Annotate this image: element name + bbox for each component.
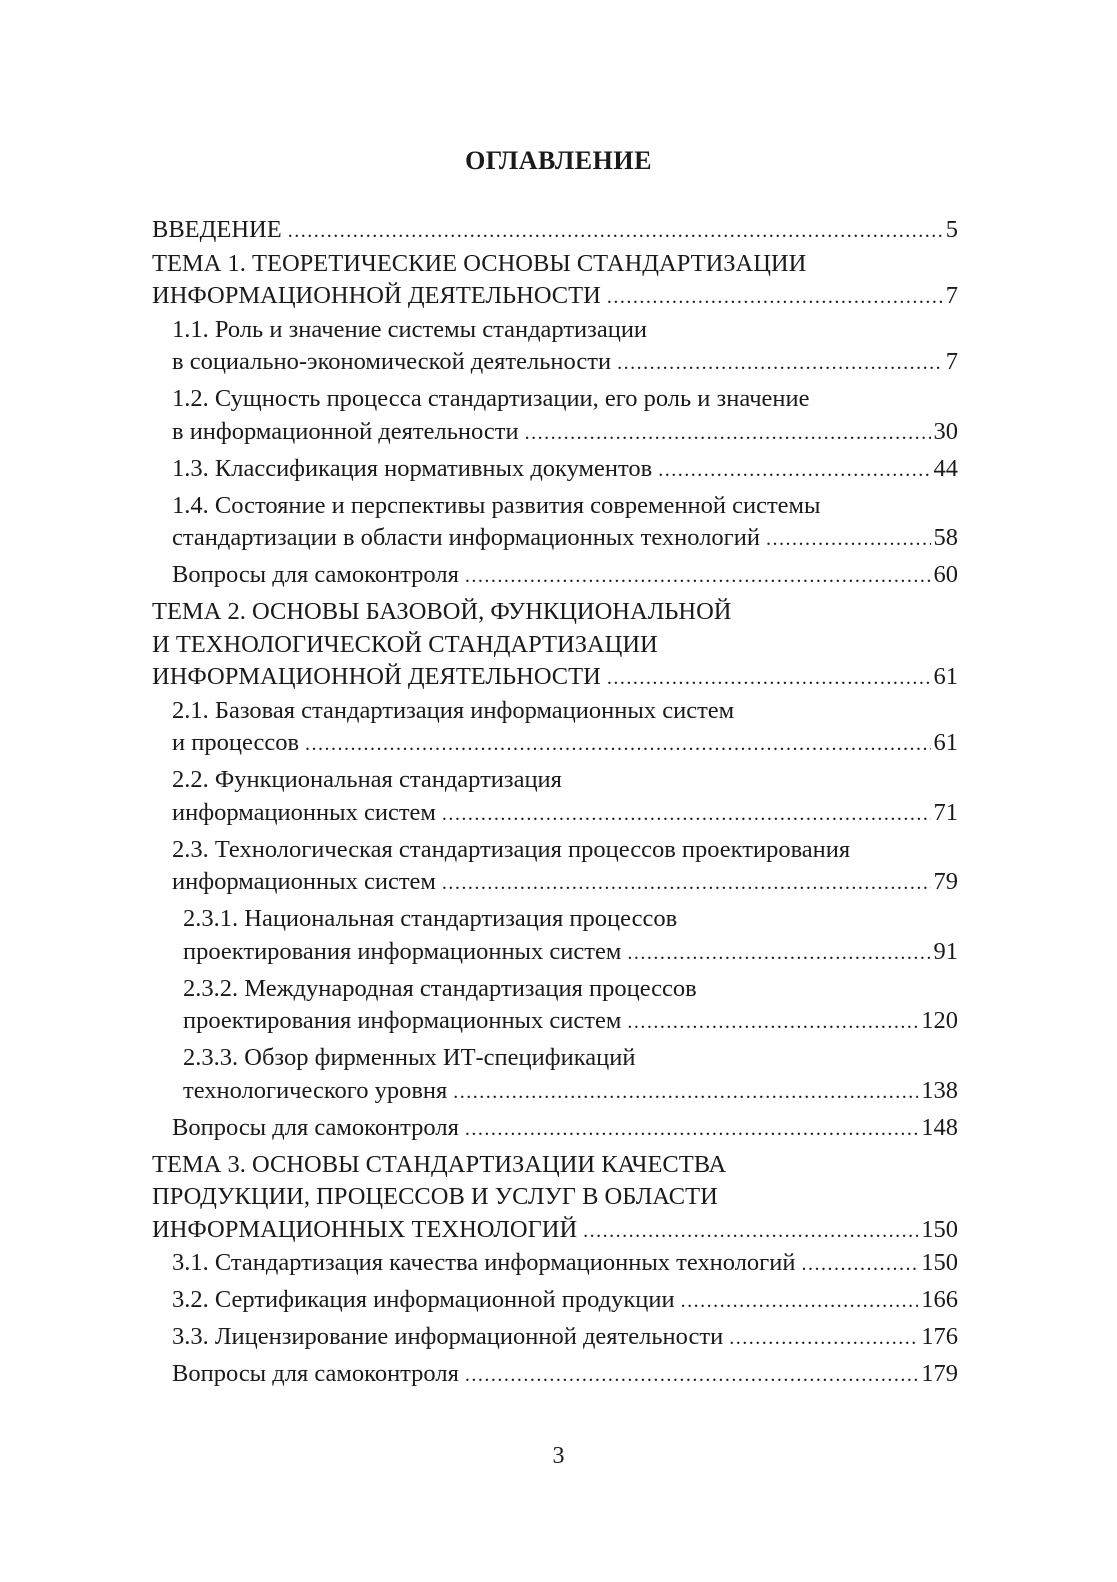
toc-entry-text: информационных систем <box>172 798 436 826</box>
toc-entry <box>152 596 958 695</box>
toc-entry-text: ВВЕДЕНИЕ <box>152 216 282 243</box>
toc-entry-last-line <box>172 1321 958 1355</box>
toc-entry-text: 1.4. Состояние и перспективы развития современной системы <box>172 491 821 519</box>
toc-entry <box>152 973 958 1039</box>
dot-leader <box>583 1215 918 1248</box>
toc-entry-text: Вопросы для самоконтроля <box>172 561 459 588</box>
page-number: 3 <box>552 1443 565 1469</box>
toc-entry <box>152 1112 958 1146</box>
toc-entry-last-line <box>172 559 958 593</box>
toc-page-number: 30 <box>933 417 958 445</box>
toc-entry-text: 3.2. Сертификация информационной продукции <box>172 1286 675 1313</box>
toc-entry-last-line <box>172 416 958 450</box>
toc-entry-last-line <box>152 1214 958 1248</box>
toc-page-number: 7 <box>945 348 958 375</box>
toc-entry-text: 2.3.2. Международная стандартизация процессов <box>183 974 697 1002</box>
toc-page-number: 138 <box>921 1076 958 1104</box>
toc-entry-text: 3.1. Стандартизация качества информационных технологий <box>172 1249 796 1276</box>
toc-page-number: 150 <box>921 1249 958 1276</box>
toc-page-number: 71 <box>933 798 958 826</box>
toc-entry-last-line <box>172 797 958 831</box>
toc-entry <box>152 1149 958 1248</box>
toc-entry-text: в информационной деятельности <box>172 417 519 445</box>
toc-entry <box>152 1284 958 1318</box>
toc-page-number: 58 <box>933 524 958 551</box>
dot-leader <box>465 1113 918 1146</box>
toc-entry <box>152 834 958 900</box>
toc-entry <box>152 764 958 830</box>
dot-leader <box>442 867 931 900</box>
toc-entry <box>152 248 958 314</box>
dot-leader <box>288 215 943 248</box>
toc-entry-text: Вопросы для самоконтроля <box>172 1113 459 1141</box>
toc-entry-last-line <box>172 727 958 761</box>
toc-entry-text: 2.3.3. Обзор фирменных ИТ-спецификаций <box>183 1044 636 1071</box>
toc-entry-last-line <box>172 346 958 380</box>
toc-entry <box>152 695 958 761</box>
dot-leader <box>607 281 943 314</box>
dot-leader <box>627 1006 918 1039</box>
toc-entry-last-line <box>152 280 958 314</box>
toc-page-number: 60 <box>933 561 958 588</box>
toc-entry-text: и процессов <box>172 729 300 756</box>
toc-page-number: 148 <box>921 1113 958 1141</box>
toc-entry-text: И ТЕХНОЛОГИЧЕСКОЙ СТАНДАРТИЗАЦИИ <box>152 630 658 658</box>
toc-entry-last-line <box>183 936 958 970</box>
dot-leader <box>766 523 931 556</box>
toc-page-number: 61 <box>933 729 958 756</box>
toc-entry-last-line <box>172 1284 958 1318</box>
toc-entry-last-line <box>172 522 958 556</box>
toc-page-number: 91 <box>933 937 958 965</box>
toc-entry-text: проектирования информационных систем <box>183 937 622 965</box>
dot-leader <box>729 1322 918 1355</box>
dot-leader <box>681 1285 919 1318</box>
toc-entry-last-line <box>172 1112 958 1146</box>
toc-entry-text: ТЕМА 2. ОСНОВЫ БАЗОВОЙ, ФУНКЦИОНАЛЬНОЙ <box>152 598 732 625</box>
dot-leader <box>801 1248 918 1281</box>
toc-page-number: 44 <box>933 454 958 482</box>
toc-entry-text: проектирования информационных систем <box>183 1007 622 1034</box>
toc-page-number: 7 <box>945 282 958 309</box>
toc-entry-text: ПРОДУКЦИИ, ПРОЦЕССОВ И УСЛУГ В ОБЛАСТИ <box>152 1183 718 1210</box>
toc-entry-last-line <box>172 1358 958 1392</box>
toc-entry-text: 1.2. Сущность процесса стандартизации, его роль и значение <box>172 385 810 412</box>
toc-entry-text: 1.3. Классификация нормативных документов <box>172 454 653 482</box>
toc-entry-last-line <box>172 1247 958 1281</box>
toc-page-number: 120 <box>921 1007 958 1034</box>
table-of-contents <box>152 214 958 1395</box>
toc-entry-last-line <box>172 453 958 487</box>
toc-page-number: 176 <box>921 1323 958 1350</box>
toc-page-number: 150 <box>921 1215 958 1243</box>
toc-entry <box>152 314 958 380</box>
toc-entry-last-line <box>172 866 958 900</box>
toc-entry-text: ИНФОРМАЦИОННЫХ ТЕХНОЛОГИЙ <box>152 1215 578 1243</box>
dot-leader <box>465 1359 918 1392</box>
toc-entry-text: 1.1. Роль и значение системы стандартизации <box>172 315 648 343</box>
toc-page-number: 166 <box>921 1286 958 1313</box>
dot-leader <box>627 937 930 970</box>
toc-entry-text: технологического уровня <box>183 1076 448 1104</box>
toc-entry-last-line <box>152 214 958 248</box>
toc-entry-text: 3.3. Лицензирование информационной деятельности <box>172 1323 724 1350</box>
toc-entry-text: 2.3. Технологическая стандартизация процессов проектирования <box>172 835 851 863</box>
toc-page-number: 179 <box>921 1360 958 1387</box>
toc-entry-text: 2.3.1. Национальная стандартизация процессов <box>183 905 678 932</box>
toc-entry <box>152 1042 958 1108</box>
dot-leader <box>658 454 930 487</box>
toc-entry-text: ТЕМА 3. ОСНОВЫ СТАНДАРТИЗАЦИИ КАЧЕСТВА <box>152 1150 727 1178</box>
toc-entry-text: ИНФОРМАЦИОННОЙ ДЕЯТЕЛЬНОСТИ <box>152 282 601 309</box>
toc-entry-text: стандартизации в области информационных технологий <box>172 524 760 551</box>
toc-entry <box>152 559 958 593</box>
toc-title: ОГЛАВЛЕНИЕ <box>465 146 652 175</box>
toc-entry <box>152 383 958 449</box>
dot-leader <box>617 347 943 380</box>
toc-entry <box>152 490 958 556</box>
toc-entry <box>152 453 958 487</box>
dot-leader <box>607 662 931 695</box>
toc-entry-last-line <box>152 661 958 695</box>
toc-entry <box>152 1358 958 1392</box>
toc-entry-last-line <box>183 1005 958 1039</box>
toc-entry <box>152 903 958 969</box>
dot-leader <box>305 728 930 761</box>
toc-entry-text: 2.2. Функциональная стандартизация <box>172 766 562 793</box>
toc-page-number: 5 <box>945 216 958 243</box>
toc-page-number: 79 <box>933 868 958 895</box>
toc-entry-text: ИНФОРМАЦИОННОЙ ДЕЯТЕЛЬНОСТИ <box>152 663 601 690</box>
toc-entry-text: в социально-экономической деятельности <box>172 348 612 375</box>
toc-entry <box>152 1321 958 1355</box>
toc-entry-text: 2.1. Базовая стандартизация информационных систем <box>172 696 735 724</box>
dot-leader <box>453 1076 918 1109</box>
toc-entry <box>152 214 958 248</box>
toc-entry <box>152 1247 958 1281</box>
dot-leader <box>442 798 931 831</box>
toc-entry-text: Вопросы для самоконтроля <box>172 1360 459 1387</box>
toc-entry-text: информационных систем <box>172 868 436 895</box>
dot-leader <box>465 560 931 593</box>
toc-entry-text: ТЕМА 1. ТЕОРЕТИЧЕСКИЕ ОСНОВЫ СТАНДАРТИЗАЦИИ <box>152 249 807 277</box>
toc-entry-last-line <box>183 1075 958 1109</box>
toc-page-number: 61 <box>933 663 958 690</box>
dot-leader <box>525 417 931 450</box>
